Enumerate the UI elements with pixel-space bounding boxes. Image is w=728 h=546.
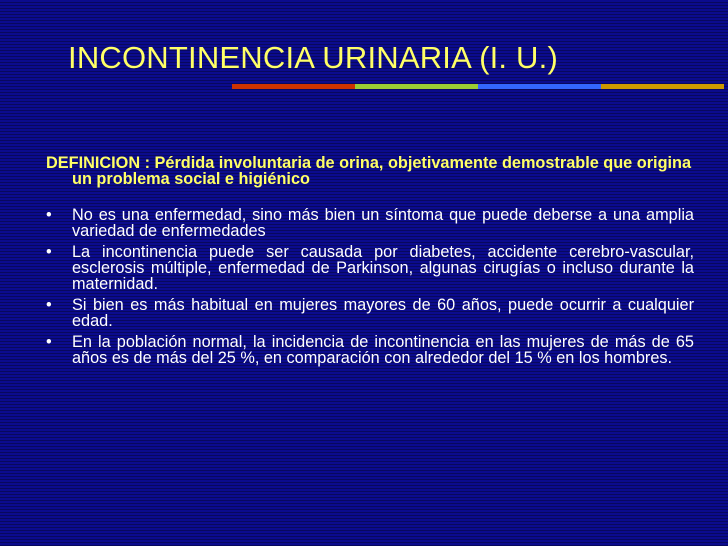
bullet-item bbox=[46, 297, 694, 329]
bullet-text: En la población normal, la incidencia de incontinencia en las mujeres de más de 65 años es de más del 25 %, en comparación con alrededor del 15 % en los hombres. bbox=[72, 333, 694, 367]
definition-text: DEFINICION : Pérdida involuntaria de orina, objetivamente demostrable que origina un problema social e higiénico bbox=[46, 154, 692, 188]
bullet-item bbox=[46, 207, 694, 239]
accent-segment bbox=[601, 84, 724, 89]
bullet-text: La incontinencia puede ser causada por diabetes, accidente cerebro-vascular, esclerosis múltiple, enfermedad de Parkinson, algunas cirugías o incluso durante la maternidad. bbox=[72, 243, 694, 293]
accent-segment bbox=[232, 84, 355, 89]
slide-body bbox=[46, 155, 694, 371]
slide-title: INCONTINENCIA URINARIA (I. U.) bbox=[68, 40, 558, 75]
bullet-icon: • bbox=[46, 296, 52, 314]
accent-segment bbox=[355, 84, 478, 89]
bullet-text: No es una enfermedad, sino más bien un síntoma que puede deberse a una amplia variedad de enfermedades bbox=[72, 206, 694, 240]
bullet-icon: • bbox=[46, 206, 52, 224]
accent-segment bbox=[478, 84, 601, 89]
bullet-item bbox=[46, 334, 694, 366]
bullet-icon: • bbox=[46, 333, 52, 351]
bullet-icon: • bbox=[46, 243, 52, 261]
bullet-text: Si bien es más habitual en mujeres mayores de 60 años, puede ocurrir a cualquier edad. bbox=[72, 296, 694, 330]
bullet-item bbox=[46, 244, 694, 292]
title-accent-bar bbox=[232, 84, 724, 89]
bullet-list bbox=[46, 207, 694, 366]
